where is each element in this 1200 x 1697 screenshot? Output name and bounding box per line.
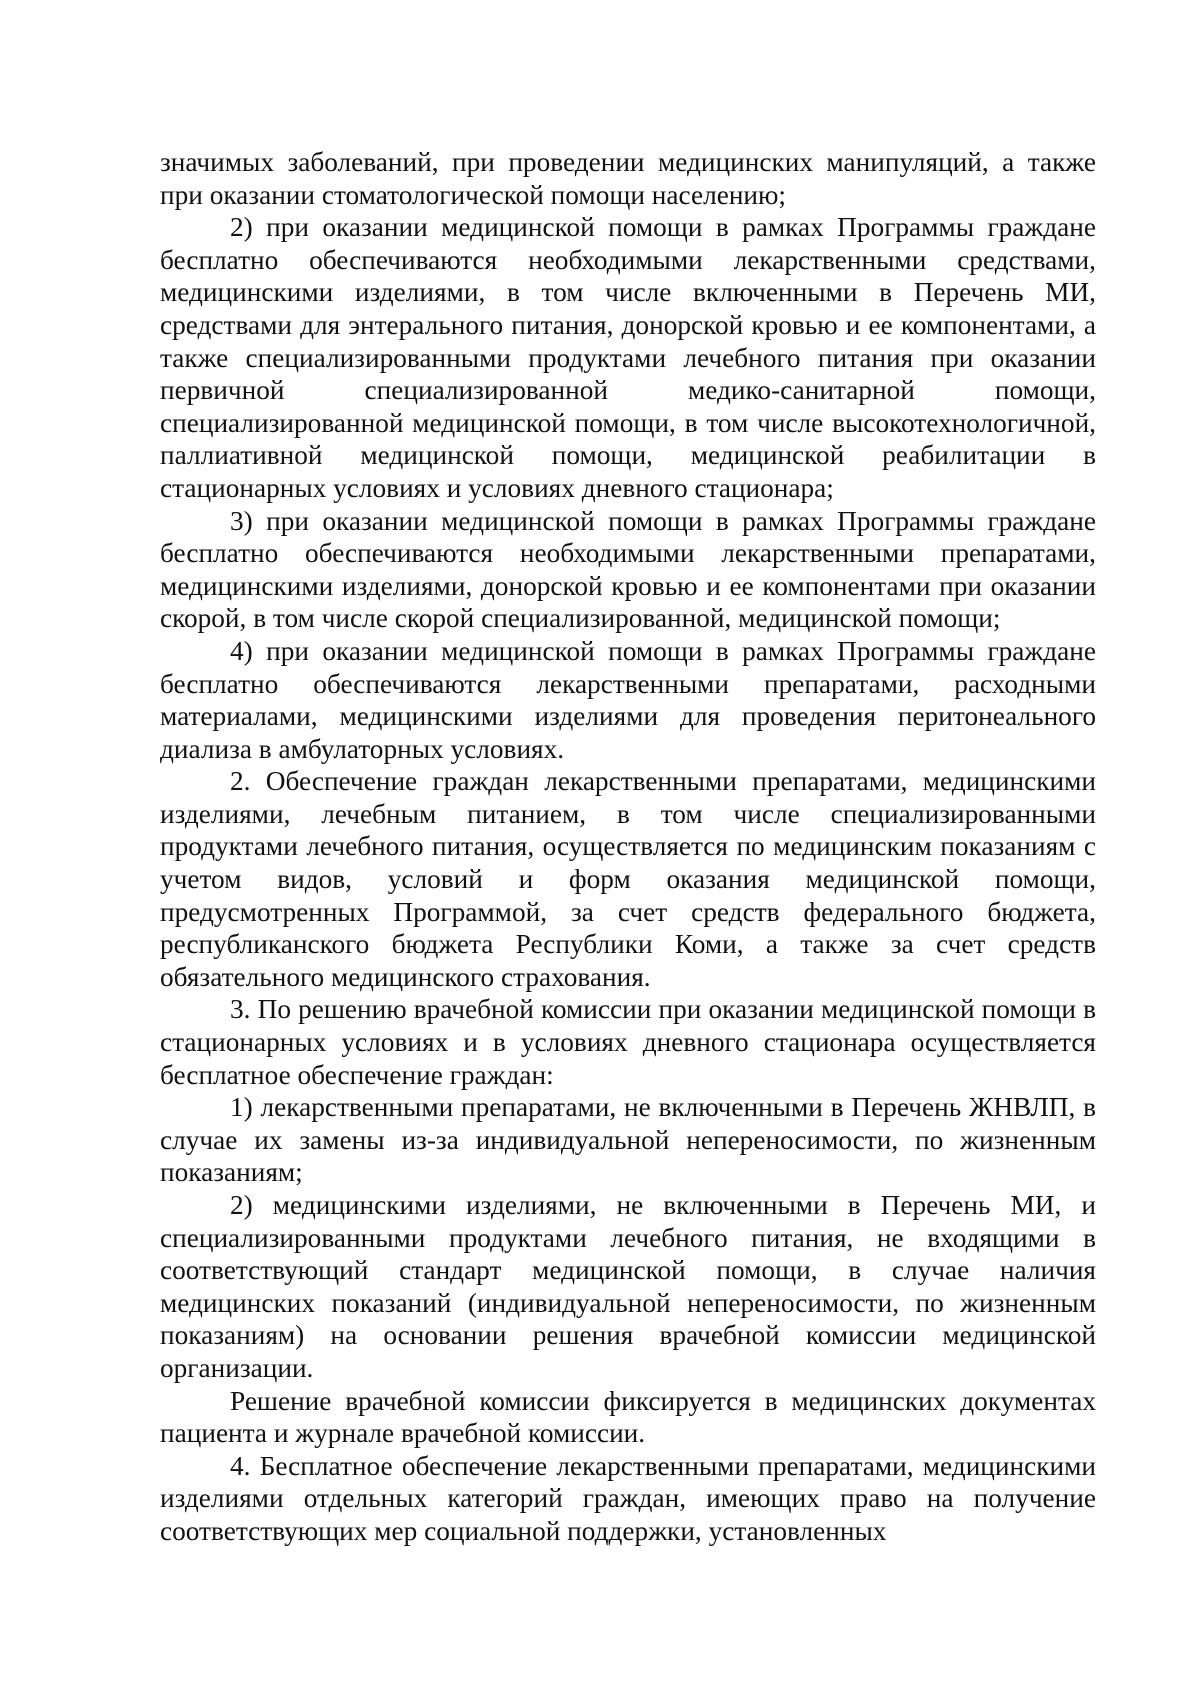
paragraph-section-3-item-1: 1) лекарственными препаратами, не включенными в Перечень ЖНВЛП, в случае их замены из-за индивидуальной непереносимости, по жизненным показаниям; bbox=[160, 1092, 1096, 1188]
paragraph-item-4-dialysis: 4) при оказании медицинской помощи в рамках Программы граждане бесплатно обеспечиваются лекарственными препаратами, расходными материалами, медицинскими изделиями для проведения перитонеального диализа в амбулаторных условиях. bbox=[160, 635, 1096, 764]
paragraph-item-3-emergency: 3) при оказании медицинской помощи в рамках Программы граждане бесплатно обеспечиваются необходимыми лекарственными препаратами, медицинскими изделиями, донорской кровью и ее компонентами при оказании скорой, в том числе скорой специализированной, медицинской помощи; bbox=[160, 505, 1096, 634]
document-body bbox=[160, 146, 1096, 1548]
paragraph-commission-decision: Решение врачебной комиссии фиксируется в медицинских документах пациента и журнале врачебной комиссии. bbox=[160, 1385, 1096, 1449]
paragraph-section-2: 2. Обеспечение граждан лекарственными препаратами, медицинскими изделиями, лечебным питанием, в том числе специализированными продуктами лечебного питания, осуществляется по медицинским показаниям с учетом видов, условий и форм оказания медицинской помощи, предусмотренных Программой, за счет средств федерального бюджета, республиканского бюджета Республики Коми, а также за счет средств обязательного медицинского страхования. bbox=[160, 766, 1096, 992]
paragraph-item-2-supplies: 2) при оказании медицинской помощи в рамках Программы граждане бесплатно обеспечиваются необходимыми лекарственными средствами, медицинскими изделиями, в том числе включенными в Перечень МИ, средствами для энтерального питания, донорской кровью и ее компонентами, а также специализированными продуктами лечебного питания при оказании первичной специализированной медико-санитарной помощи, специализированной медицинской помощи, в том числе высокотехнологичной, паллиативной медицинской помощи, медицинской реабилитации в стационарных условиях и условиях дневного стационара; bbox=[160, 212, 1096, 503]
paragraph-continuation: значимых заболеваний, при проведении медицинских манипуляций, а также при оказании стоматологической помощи населению; bbox=[160, 147, 1096, 210]
paragraph-section-3: 3. По решению врачебной комиссии при оказании медицинской помощи в стационарных условиях и в условиях дневного стационара осуществляется бесплатное обеспечение граждан: bbox=[160, 994, 1096, 1090]
paragraph-section-4: 4. Бесплатное обеспечение лекарственными препаратами, медицинскими изделиями отдельных категорий граждан, имеющих право на получение соответствующих мер социальной поддержки, установленных bbox=[160, 1450, 1096, 1546]
paragraph-section-3-item-2: 2) медицинскими изделиями, не включенными в Перечень МИ, и специализированными продуктами лечебного питания, не входящими в соответствующий стандарт медицинской помощи, в случае наличия медицинских показаний (индивидуальной непереносимости, по жизненным показаниям) на основании решения врачебной комиссии медицинской организации. bbox=[160, 1190, 1096, 1383]
